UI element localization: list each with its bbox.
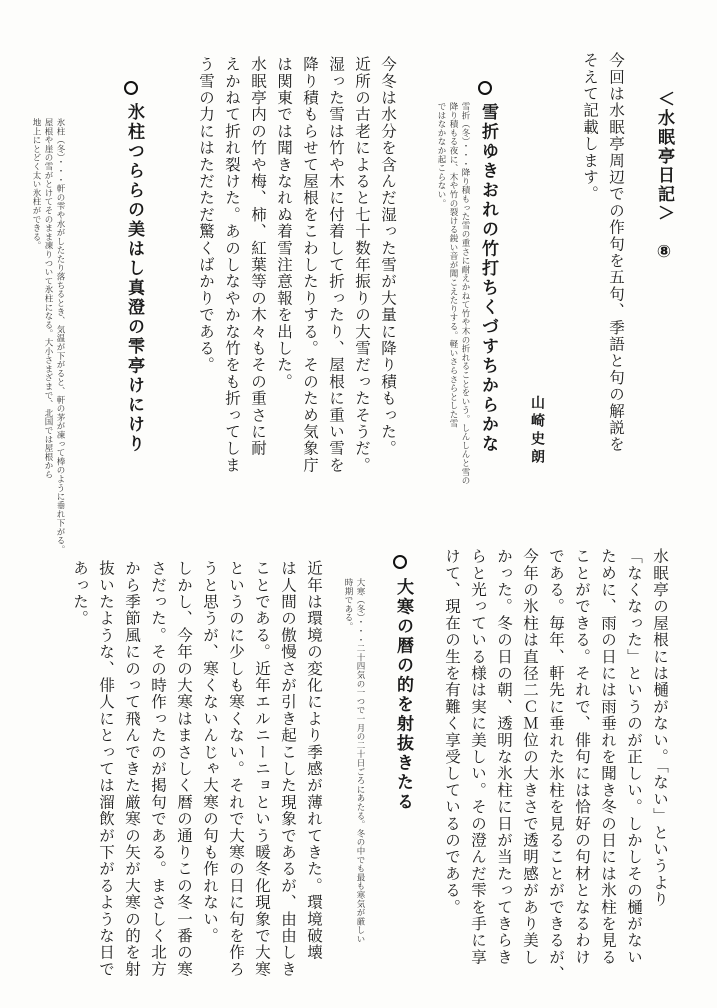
essay-line: けて、現在の生を有難く享受しているのである。 bbox=[443, 548, 461, 916]
essay-line: というのに少しも寒くない。それで大寒の日に句を作ろ bbox=[227, 560, 245, 978]
essay-line: 水眠亭内の竹や梅、柿、紅葉等の木々もその重さに耐 bbox=[249, 56, 267, 457]
essay-line: かった。冬の日の朝、透明な氷柱に日が当たってきらき bbox=[495, 548, 513, 966]
journal-title: ＜水眠亭日記＞ ⑧ bbox=[654, 90, 674, 264]
essay-line: 抜いたような、俳人にとっては溜飲が下がるような日で bbox=[97, 560, 115, 978]
essay-line: ことができる。それで、俳句には恰好の句材となるわけ bbox=[573, 548, 591, 966]
essay-line: 湿った雪は竹や木に付着して折ったり、屋根に重い雪を bbox=[327, 56, 345, 474]
essay-daikan bbox=[67, 560, 327, 1000]
essay-line: ことである。近年エルニーニョという暖冬化現象で大寒 bbox=[253, 560, 271, 978]
note-daikan bbox=[342, 578, 366, 988]
essay-line: 「なくなった」というのが正しい。しかしその樋がない bbox=[625, 548, 643, 966]
haiku-yukiore: 雪折ゆきおれの竹打ちくづすちからかな bbox=[478, 103, 498, 454]
intro-line: そえて記載します。 bbox=[581, 52, 599, 203]
essay-line: 今年の氷柱は直径二ＣＭ位の大きさで透明感があり美し bbox=[521, 548, 539, 966]
note-line: ではなかなか起こらない。 bbox=[436, 102, 446, 208]
essay-line: えかねて折れ裂けた。あのしなやかな竹をも折ってしま bbox=[223, 56, 241, 474]
haiku-daikan: 大寒の暦の的を射抜きたる bbox=[393, 578, 413, 812]
note-line: 氷柱（冬）・・・軒の雫や水がしたたり落ちるとき、気温が下がると、軒の茅が凍って棒のように垂れ下がる。 bbox=[55, 118, 65, 554]
essay-line: 今冬は水分を含んだ湿った雪が大量に降り積もった。 bbox=[379, 56, 397, 457]
intro-line: 今回は水眠亭周辺での作句を五句、季語と句の解説を bbox=[607, 52, 625, 453]
note-tsurara bbox=[30, 118, 66, 554]
essay-line: 水眠亭の屋根には樋がない。「ない」というより bbox=[651, 548, 669, 908]
essay-line: う雪の力にはただただ驚くばかりである。 bbox=[197, 56, 215, 374]
essay-line: 近所の古老によると七十数年振りの大雪だったそうだ。 bbox=[353, 56, 371, 474]
essay-line: あった。 bbox=[71, 560, 89, 627]
essay-line: さだった。その時作ったのが掲句である。まさしく北方 bbox=[149, 560, 167, 978]
note-yukiore bbox=[435, 102, 471, 512]
essay-line: である。毎年、軒先に垂れた氷柱を見ることができるが、 bbox=[547, 548, 565, 983]
essay-line: ために、雨の日には雨垂れを聞き冬の日には氷柱を見る bbox=[599, 548, 617, 966]
essay-line: しかし、今年の大寒はまさしく暦の通りこの冬一番の寒 bbox=[175, 560, 193, 978]
note-line: 雪折（冬）・・・降り積もった雪の重さに耐えかねて竹や木の折れることをいう。しんしんと雪の bbox=[460, 102, 470, 485]
author-name: 山崎史朗 bbox=[529, 395, 545, 467]
intro-text bbox=[577, 52, 629, 512]
essay-yukiore bbox=[193, 56, 401, 516]
haiku-tsurara: 氷柱つららの美はし真澄の雫亭けにけり bbox=[124, 103, 144, 454]
haiku-bullet-icon bbox=[393, 555, 407, 569]
haiku-bullet-icon bbox=[124, 81, 138, 95]
essay-line: 近年は環境の変化により季感が薄れてきた。環境破壊 bbox=[305, 560, 323, 961]
essay-line: は関東では聞きなれぬ着雪注意報を出した。 bbox=[275, 56, 293, 390]
essay-line: うと思うが、寒くないんじゃ大寒の句も作れない。 bbox=[201, 560, 219, 945]
essay-tsurara bbox=[439, 548, 673, 988]
note-line: 降り積もる夜に、木や竹の裂ける鋭い音が聞こえたりする。軽いさらさらとした雪 bbox=[448, 102, 458, 428]
essay-line: らと光っている様は実に美しい。その澄んだ雫を手に享 bbox=[469, 548, 487, 966]
note-line: 屋根や崖の雪がとけてそのまま凍りついて氷柱になる。大小さまざまで、北国では屋根から bbox=[43, 118, 53, 479]
note-line: 時期である。 bbox=[343, 578, 353, 631]
note-line: 大寒（冬）・・・二十四気の一つで一月の二十日ごろにあたる。冬の中でも最も寒気が厳しい bbox=[355, 578, 365, 944]
essay-line: 降り積もらせて屋根をこわしたりする。そのため気象庁 bbox=[301, 56, 319, 474]
haiku-bullet-icon bbox=[478, 81, 492, 95]
essay-line: から季節風にのって飛んできた厳寒の矢が大寒の的を射 bbox=[123, 560, 141, 978]
note-line: 地上にとどく太い氷柱ができる。 bbox=[31, 118, 41, 250]
essay-line: は人間の傲慢さが引き起こした現象であるが、由由しき bbox=[279, 560, 297, 978]
